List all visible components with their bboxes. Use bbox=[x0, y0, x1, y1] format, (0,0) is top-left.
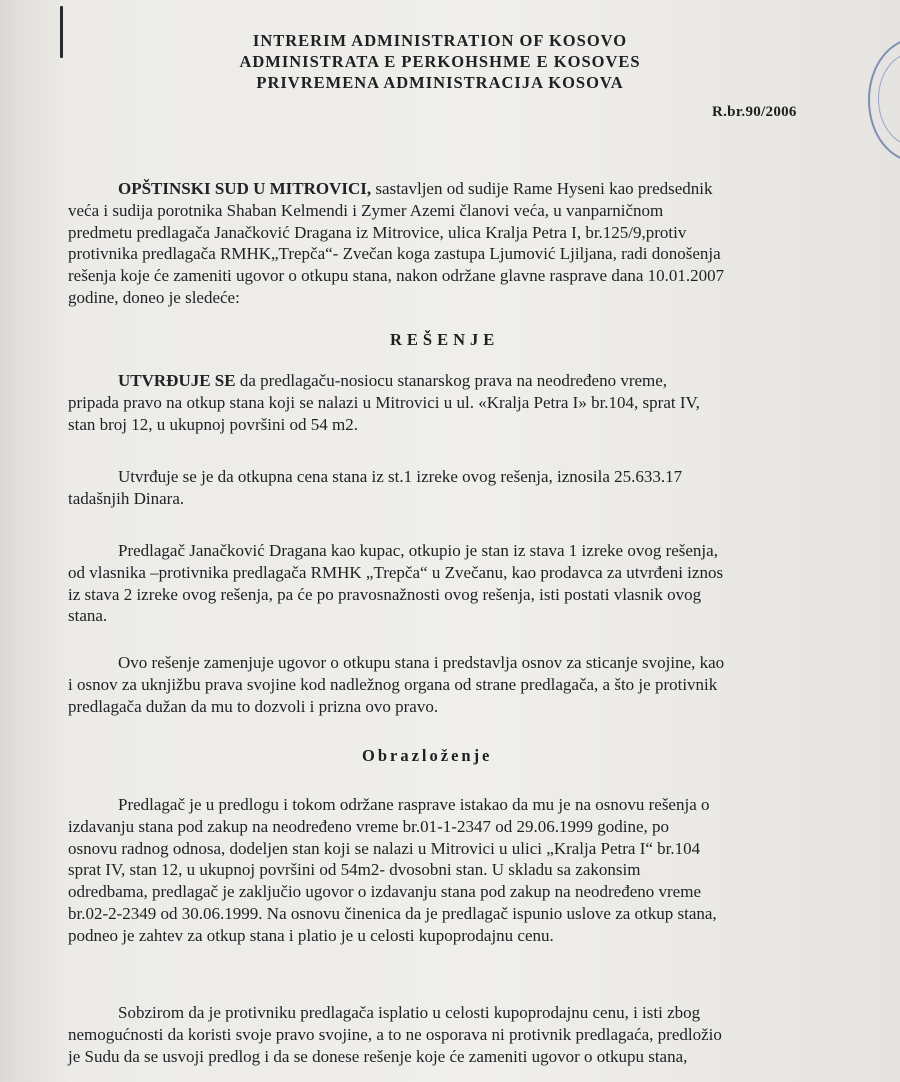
reasoning-line: Predlagač je u predlogu i tokom održane rasprave istakao da mu je na osnovu rešenja o bbox=[118, 795, 710, 814]
court-name: OPŠTINSKI SUD U MITROVICI, bbox=[118, 179, 372, 198]
section-title-resenje: REŠENJE bbox=[390, 330, 500, 349]
header-line-serbian: PRIVREMENA ADMINISTRACIJA KOSOVA bbox=[256, 73, 624, 92]
ruling-lead: UTVRĐUJE SE bbox=[118, 371, 236, 390]
ruling-paragraph-3 bbox=[68, 540, 723, 627]
reasoning-line: sprat IV, stan 12, u ukupnoj površini od 54m2- dvosobni stan. U skladu sa zakonsim bbox=[68, 860, 641, 880]
reasoning-line: Sobzirom da je protivniku predlagača isplatio u celosti kupoprodajnu cenu, i isti zbog bbox=[118, 1003, 701, 1022]
ruling-paragraph-4 bbox=[68, 652, 724, 717]
reasoning-paragraph-2 bbox=[68, 1002, 722, 1067]
reasoning-line: izdavanju stana pod zakup na neodređeno vreme br.01-1-2347 od 29.06.1999 godine, po bbox=[68, 816, 669, 836]
reasoning-line: br.02-2-2349 od 30.06.1999. Na osnovu činenica da je predlagač ispunio uslove za otkup stana, bbox=[68, 903, 717, 923]
ruling-paragraph-1 bbox=[68, 370, 700, 435]
intro-line: rešenja koje će zameniti ugovor o otkupu stana, nakon održane glavne rasprave dana 10.01.2007 bbox=[68, 266, 725, 286]
ruling-line: od vlasnika –protivnika predlagača RMHK „Trepča“ u Zvečanu, kao prodavca za utvrđeni iznos bbox=[68, 562, 724, 582]
intro-line: godine, doneo je sledeće: bbox=[68, 287, 240, 307]
intro-line: veća i sudija porotnika Shaban Kelmendi i Zymer Azemi članovi veća, u vanparničnom bbox=[68, 200, 664, 220]
ruling-line: predlagača dužan da mu to dozvoli i prizna ovo pravo. bbox=[68, 696, 439, 716]
reasoning-line: odredbama, predlagač je zaključio ugovor o izdavanju stana pod zakup na neodređeno vreme bbox=[68, 882, 701, 902]
reasoning-line: je Sudu da se usvoji predlog i da se donese rešenje koje će zameniti ugovor o otkupu stana, bbox=[68, 1046, 688, 1066]
ruling-paragraph-2 bbox=[68, 466, 682, 510]
reasoning-line: podneo je zahtev za otkup stana i platio je u celosti kupoprodajnu cenu. bbox=[68, 925, 554, 945]
ruling-line: Utvrđuje se je da otkupna cena stana iz st.1 izreke ovog rešenja, iznosila 25.633.17 bbox=[118, 467, 683, 486]
intro-line: OPŠTINSKI SUD U MITROVICI, sastavljen od sudije Rame Hyseni kao predsednik bbox=[118, 179, 713, 198]
reasoning-paragraph-1 bbox=[68, 794, 717, 947]
ruling-line: stana. bbox=[68, 606, 108, 626]
ruling-line: Ovo rešenje zamenjuje ugovor o otkupu stana i predstavlja osnov za sticanje svojine, kao bbox=[118, 653, 725, 672]
intro-paragraph bbox=[68, 178, 724, 309]
header-line-english: INTRERIM ADMINISTRATION OF KOSOVO bbox=[252, 31, 628, 50]
reasoning-line: nemogućnosti da koristi svoje pravo svojine, a to ne osporava ni protivnik predlagaća, predložio bbox=[68, 1024, 722, 1044]
ruling-line: iz stava 2 izreke ovog rešenja, pa će po pravosnažnosti ovog rešenja, isti postati vlasnik ovog bbox=[68, 584, 702, 604]
document-header bbox=[180, 30, 700, 93]
intro-line: protivnika predlagača RMHK„Trepča“- Zvečan koga zastupa Ljumović Ljiljana, radi donošenja bbox=[68, 244, 721, 264]
ruling-line: tadašnjih Dinara. bbox=[68, 488, 185, 508]
margin-mark bbox=[60, 6, 63, 58]
header-line-albanian: ADMINISTRATA E PERKOHSHME E KOSOVES bbox=[239, 52, 641, 71]
ruling-line: pripada pravo na otkup stana koji se nalazi u Mitrovici u ul. «Kralja Petra I» br.104, sprat IV, bbox=[68, 392, 700, 412]
reasoning-line: osnovu radnog odnosa, dodeljen stan koji se nalazi u Mitrovici u ulici „Kralja Petra I“ br.104 bbox=[68, 838, 701, 858]
ruling-line: Predlagač Janačković Dragana kao kupac, otkupio je stan iz stava 1 izreke ovog rešenja, bbox=[118, 541, 718, 560]
case-reference-number: R.br.90/2006 bbox=[712, 104, 797, 120]
ruling-line: UTVRĐUJE SE da predlagaču-nosiocu stanarskog prava na neodređeno vreme, bbox=[118, 371, 668, 390]
section-title-obrazlozenje: Obrazloženje bbox=[362, 746, 493, 765]
ruling-line: i osnov za uknjižbu prava svojine kod nadležnog organa od strane predlagača, a što je protivnik bbox=[68, 674, 718, 694]
intro-line: predmetu predlagača Janačković Dragana iz Mitrovice, ulica Kralja Petra I, br.125/9,protiv bbox=[68, 222, 687, 242]
ruling-line: stan broj 12, u ukupnoj površini od 54 m2. bbox=[68, 414, 358, 434]
